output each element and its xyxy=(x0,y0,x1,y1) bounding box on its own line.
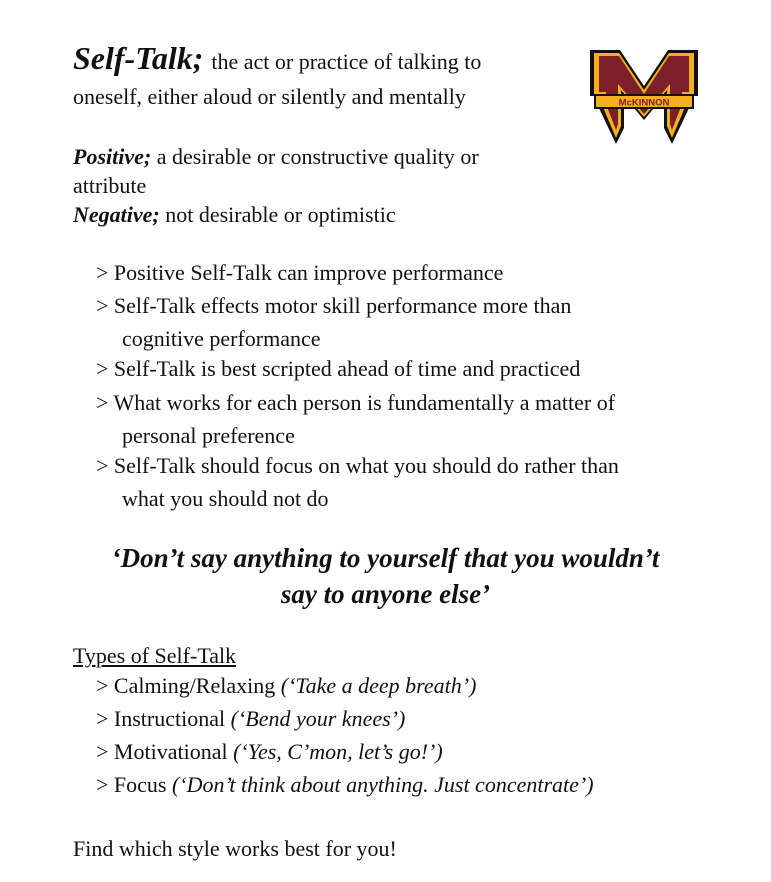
positive-term: Positive; xyxy=(73,144,152,169)
fact-text: Self-Talk is best scripted ahead of time and practiced xyxy=(113,356,581,381)
mckinnon-logo xyxy=(588,44,700,146)
type-example: (‘Yes, C’mon, let’s go!’) xyxy=(233,739,443,764)
negative-definition xyxy=(73,200,396,229)
bullet-marker: > xyxy=(96,453,109,478)
type-example: (‘Bend your knees’) xyxy=(230,706,406,731)
type-item xyxy=(96,770,594,799)
fact-item xyxy=(96,291,571,320)
self-talk-def-line2: oneself, either aloud or silently and mentally xyxy=(73,84,466,109)
bullet-marker: > xyxy=(96,673,109,698)
fact-text: Positive Self-Talk can improve performance xyxy=(113,260,504,285)
fact-text-continued: cognitive performance xyxy=(122,326,321,351)
positive-def-line2: attribute xyxy=(73,173,147,198)
bullet-marker: > xyxy=(96,390,109,415)
negative-term: Negative; xyxy=(73,202,160,227)
positive-definition xyxy=(73,142,479,171)
bullet-marker: > xyxy=(96,706,109,731)
fact-text-continued: personal preference xyxy=(122,423,295,448)
type-example: (‘Don’t think about anything. Just concentrate’) xyxy=(171,772,594,797)
fact-text: Self-Talk effects motor skill performance more than xyxy=(113,293,572,318)
negative-def: not desirable or optimistic xyxy=(165,202,396,227)
fact-text: What works for each person is fundamentally a matter of xyxy=(113,390,616,415)
bullet-marker: > xyxy=(96,739,109,764)
logo-banner-text: McKINNON xyxy=(618,97,670,109)
type-name: Motivational xyxy=(113,739,228,764)
fact-text-continued: what you should not do xyxy=(122,486,329,511)
type-name: Calming/Relaxing xyxy=(113,673,276,698)
bullet-marker: > xyxy=(96,772,109,797)
quote-line2: say to anyone else’ xyxy=(280,579,491,609)
type-name: Focus xyxy=(113,772,167,797)
self-talk-term: Self-Talk; xyxy=(73,40,204,76)
bullet-marker: > xyxy=(96,293,109,318)
types-heading: Types of Self-Talk xyxy=(73,643,237,668)
self-talk-def-line1: the act or practice of talking to xyxy=(211,49,482,74)
bullet-marker: > xyxy=(96,356,109,381)
self-talk-definition xyxy=(73,40,481,77)
positive-def-line1: a desirable or constructive quality or xyxy=(156,144,479,169)
type-item xyxy=(96,737,443,766)
fact-item xyxy=(96,388,615,417)
quote-line1: ‘Don’t say anything to yourself that you wouldn’t xyxy=(111,543,660,573)
fact-item xyxy=(96,258,503,287)
type-example: (‘Take a deep breath’) xyxy=(280,673,477,698)
fact-item xyxy=(96,354,580,383)
type-item xyxy=(96,704,405,733)
fact-text: Self-Talk should focus on what you should do rather than xyxy=(113,453,619,478)
fact-item xyxy=(96,451,619,480)
type-item xyxy=(96,671,476,700)
type-name: Instructional xyxy=(113,706,226,731)
bullet-marker: > xyxy=(96,260,109,285)
closing-line: Find which style works best for you! xyxy=(73,836,397,861)
